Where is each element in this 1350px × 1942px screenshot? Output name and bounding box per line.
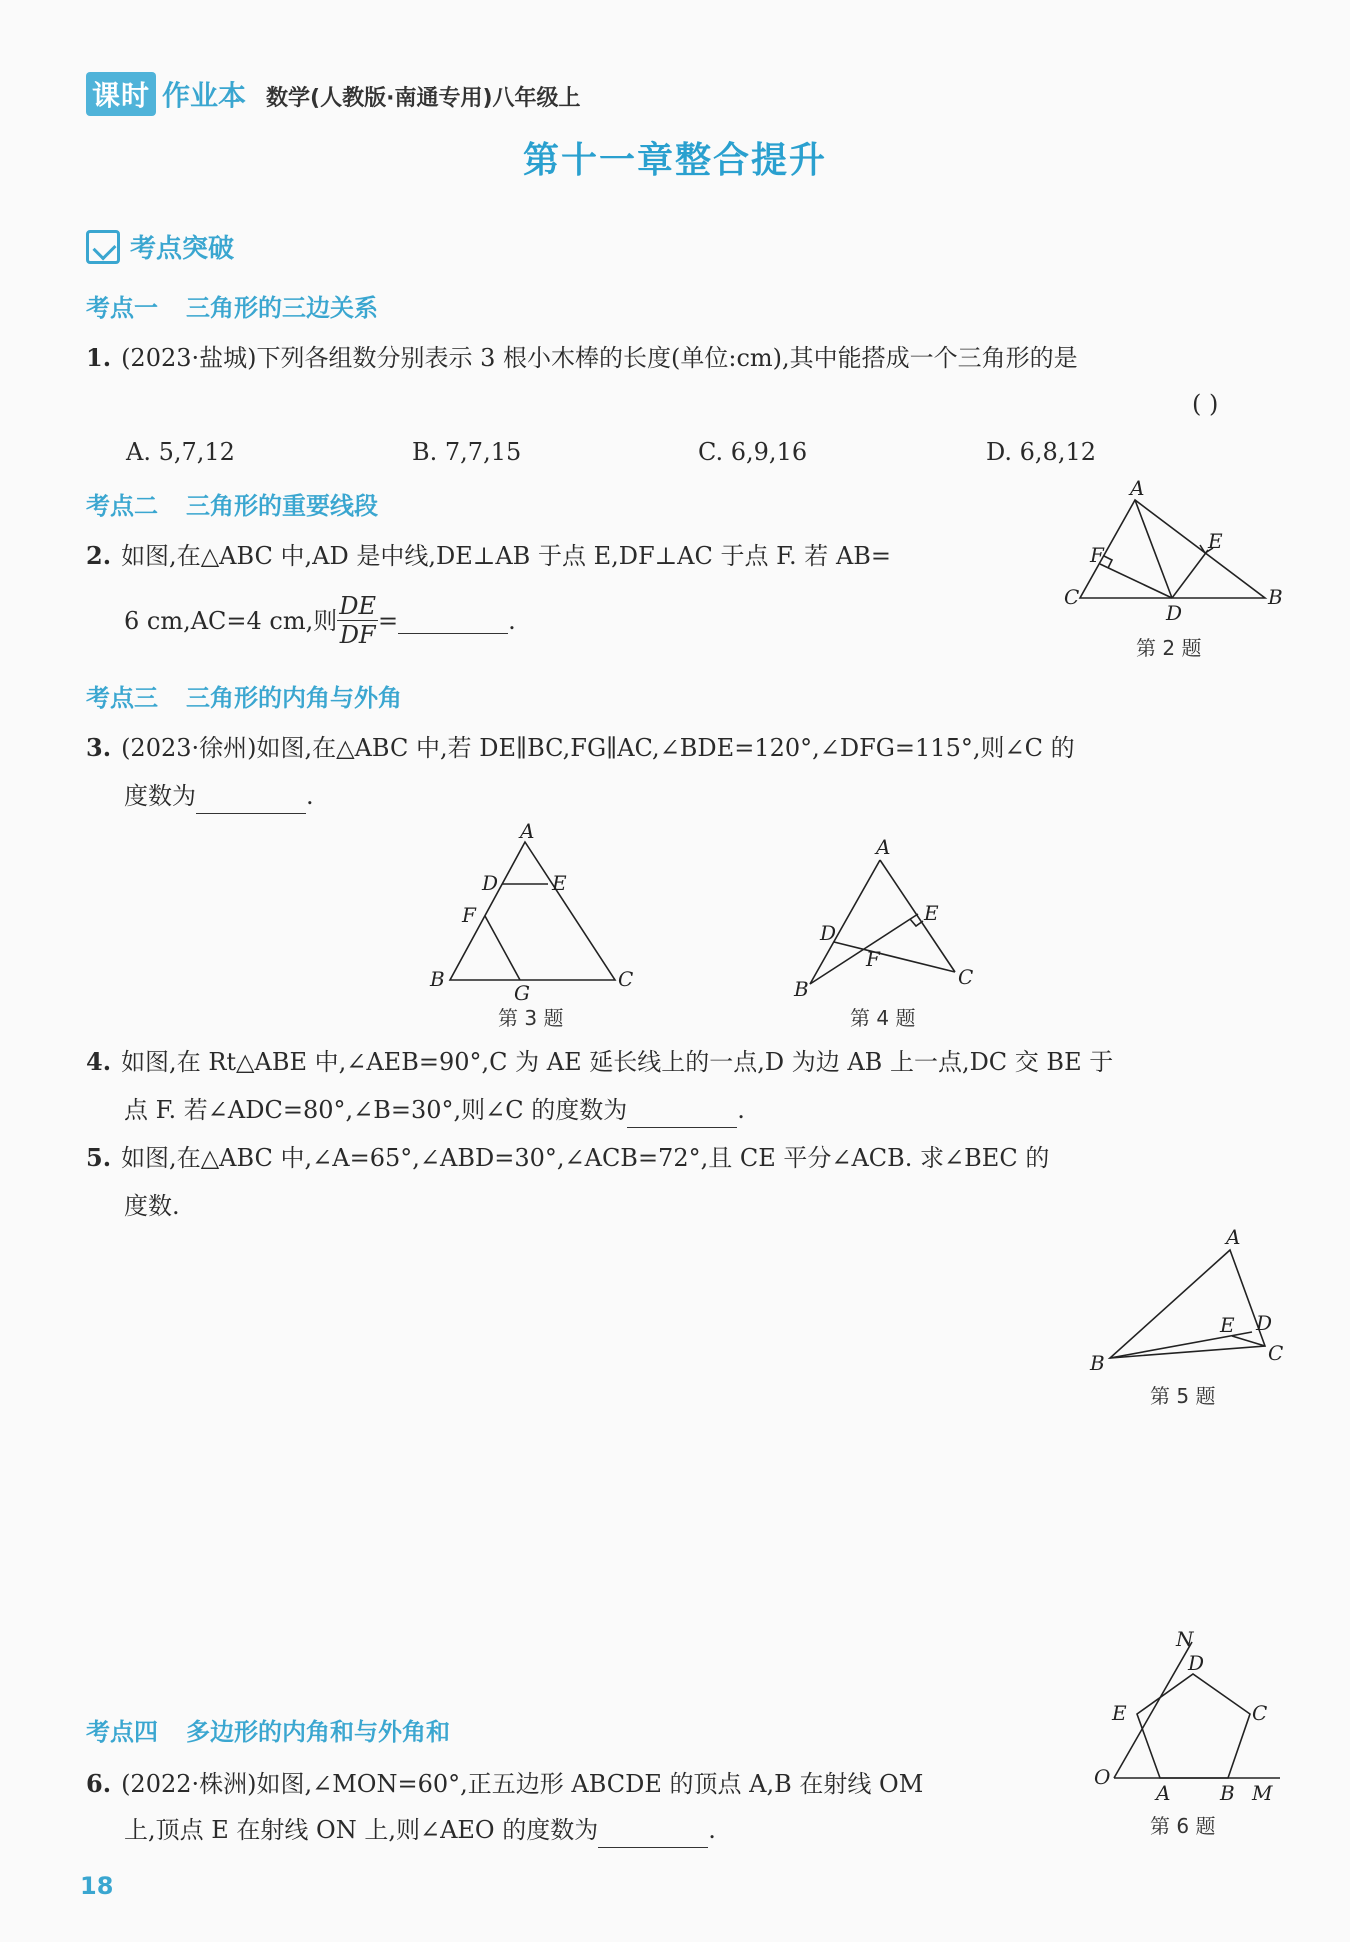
label-b: B	[794, 977, 809, 1001]
kp-title: 三角形的内角与外角	[186, 684, 402, 712]
question-number: 6.	[86, 1769, 112, 1798]
label-c: C	[618, 967, 634, 991]
option-b[interactable]: B. 7,7,15	[412, 438, 522, 466]
label-e: E	[924, 901, 939, 925]
fraction-denominator: DF	[339, 621, 376, 649]
figure-6-caption: 第 6 题	[1150, 1814, 1216, 1838]
label-b: B	[1268, 585, 1283, 609]
knowledge-point-2	[86, 486, 378, 521]
question-text: (2022·株洲)如图,∠MON=60°,正五边形 ABCDE 的顶点 A,B 在射线 OM	[121, 1770, 924, 1798]
label-d: D	[1256, 1311, 1273, 1335]
figure-5-caption: 第 5 题	[1150, 1384, 1216, 1408]
segment-fg	[485, 916, 520, 980]
section-title: 考点突破	[130, 234, 235, 264]
question-text: (2023·盐城)下列各组数分别表示 3 根小木棒的长度(单位:cm),其中能搭成一个三角形的是	[121, 344, 1078, 372]
label-a: A	[876, 835, 891, 859]
answer-blank[interactable]	[627, 1101, 737, 1128]
question-text: 6 cm,AC=4 cm,则	[124, 606, 338, 635]
option-a[interactable]: A. 5,7,12	[126, 438, 235, 466]
kp-title: 三角形的重要线段	[186, 492, 378, 520]
checkmark-pen-icon	[86, 230, 120, 264]
question-number: 5.	[86, 1143, 112, 1172]
question-3-line2	[124, 778, 314, 814]
figure-3	[420, 822, 650, 1002]
figure-3-caption: 第 3 题	[498, 1006, 564, 1030]
answer-blank[interactable]	[598, 1821, 708, 1848]
question-text: 如图,在 Rt△ABE 中,∠AEB=90°,C 为 AE 延长线上的一点,D 为边 AB 上一点,DC 交 BE 于	[121, 1048, 1114, 1076]
kp-number: 考点三	[86, 684, 158, 712]
pentagon-abcde	[1137, 1674, 1250, 1778]
period: .	[708, 1816, 716, 1844]
question-text: 上,顶点 E 在射线 ON 上,则∠AEO 的度数为	[124, 1816, 599, 1844]
label-a: A	[1226, 1228, 1241, 1249]
label-e: E	[1208, 529, 1223, 553]
label-a: A	[1156, 1781, 1171, 1805]
label-e: E	[552, 871, 567, 895]
label-d: D	[820, 921, 837, 945]
question-number: 3.	[86, 733, 112, 762]
period: .	[508, 606, 516, 635]
knowledge-point-1	[86, 288, 378, 323]
kp-number: 考点二	[86, 492, 158, 520]
label-m: M	[1252, 1781, 1273, 1805]
option-c[interactable]: C. 6,9,16	[698, 438, 808, 466]
question-4	[86, 1044, 1286, 1080]
fraction-de-df	[337, 592, 378, 649]
brand-name: 作业本	[162, 79, 247, 112]
kp-title: 多边形的内角和与外角和	[186, 1718, 450, 1746]
label-g: G	[514, 981, 530, 1002]
question-number: 4.	[86, 1047, 112, 1076]
answer-paren[interactable]: ( )	[1192, 390, 1219, 418]
label-b: B	[1220, 1781, 1235, 1805]
question-text: 点 F. 若∠ADC=80°,∠B=30°,则∠C 的度数为	[124, 1096, 628, 1124]
fraction-numerator: DE	[339, 592, 377, 620]
label-b: B	[1090, 1351, 1105, 1375]
label-o: O	[1094, 1765, 1111, 1789]
label-e: E	[1220, 1313, 1235, 1337]
segment-ce	[1232, 1336, 1265, 1346]
question-number: 2.	[86, 541, 112, 570]
question-3	[86, 730, 1286, 766]
question-6-line2	[124, 1812, 716, 1848]
label-a: A	[1130, 480, 1145, 500]
figure-4-caption: 第 4 题	[850, 1006, 916, 1030]
label-n: N	[1176, 1630, 1194, 1651]
label-c: C	[1064, 585, 1080, 609]
question-2	[86, 538, 1066, 574]
label-f: F	[1090, 543, 1104, 567]
triangle-abc	[1110, 1250, 1265, 1358]
question-text: 如图,在△ABC 中,∠A=65°,∠ABD=30°,∠ACB=72°,且 CE 平分∠ACB. 求∠BEC 的	[121, 1144, 1050, 1172]
label-d: D	[482, 871, 499, 895]
figure-6	[1090, 1630, 1290, 1805]
triangle-abc	[1080, 500, 1265, 598]
answer-blank[interactable]	[196, 787, 306, 814]
question-5-line2: 度数.	[124, 1192, 180, 1220]
question-text: 度数为	[124, 782, 196, 810]
figure-2-caption: 第 2 题	[1136, 636, 1202, 660]
figure-5	[1080, 1228, 1300, 1378]
label-f: F	[866, 947, 880, 971]
chapter-title: 第十一章整合提升	[522, 139, 827, 181]
question-number: 1.	[86, 343, 112, 372]
line-ac	[880, 860, 955, 972]
answer-blank[interactable]	[398, 607, 508, 634]
label-b: B	[430, 967, 445, 991]
book-subtitle: 数学(人教版·南通专用)八年级上	[266, 86, 581, 111]
figure-4	[790, 834, 990, 1004]
question-1	[86, 340, 1286, 376]
page-number: 18	[80, 1872, 114, 1900]
label-f: F	[462, 903, 476, 927]
period: .	[737, 1096, 745, 1124]
knowledge-point-4	[86, 1712, 450, 1747]
question-2-line2	[124, 592, 516, 649]
label-c: C	[958, 965, 974, 989]
header-brand	[86, 72, 581, 116]
segment-de	[1172, 550, 1208, 598]
label-c: C	[1268, 1341, 1284, 1365]
question-4-line2	[124, 1092, 745, 1128]
kp-number: 考点一	[86, 294, 158, 322]
option-d[interactable]: D. 6,8,12	[986, 438, 1096, 466]
question-5	[86, 1140, 1286, 1176]
kp-title: 三角形的三边关系	[186, 294, 378, 322]
kp-number: 考点四	[86, 1718, 158, 1746]
equals-sign: =	[378, 606, 399, 635]
section-header	[86, 228, 234, 265]
label-a: A	[520, 822, 535, 843]
question-text: (2023·徐州)如图,在△ABC 中,若 DE∥BC,FG∥AC,∠BDE=120°,∠DFG=115°,则∠C 的	[121, 734, 1075, 762]
label-e: E	[1112, 1701, 1127, 1725]
question-text: 如图,在△ABC 中,AD 是中线,DE⊥AB 于点 E,DF⊥AC 于点 F. 若 AB=	[121, 542, 892, 570]
question-6	[86, 1766, 1086, 1802]
label-d: D	[1188, 1651, 1205, 1675]
period: .	[306, 782, 314, 810]
label-d: D	[1166, 601, 1183, 625]
brand-logo: 课时	[86, 72, 156, 116]
label-c: C	[1252, 1701, 1268, 1725]
knowledge-point-3	[86, 678, 402, 713]
